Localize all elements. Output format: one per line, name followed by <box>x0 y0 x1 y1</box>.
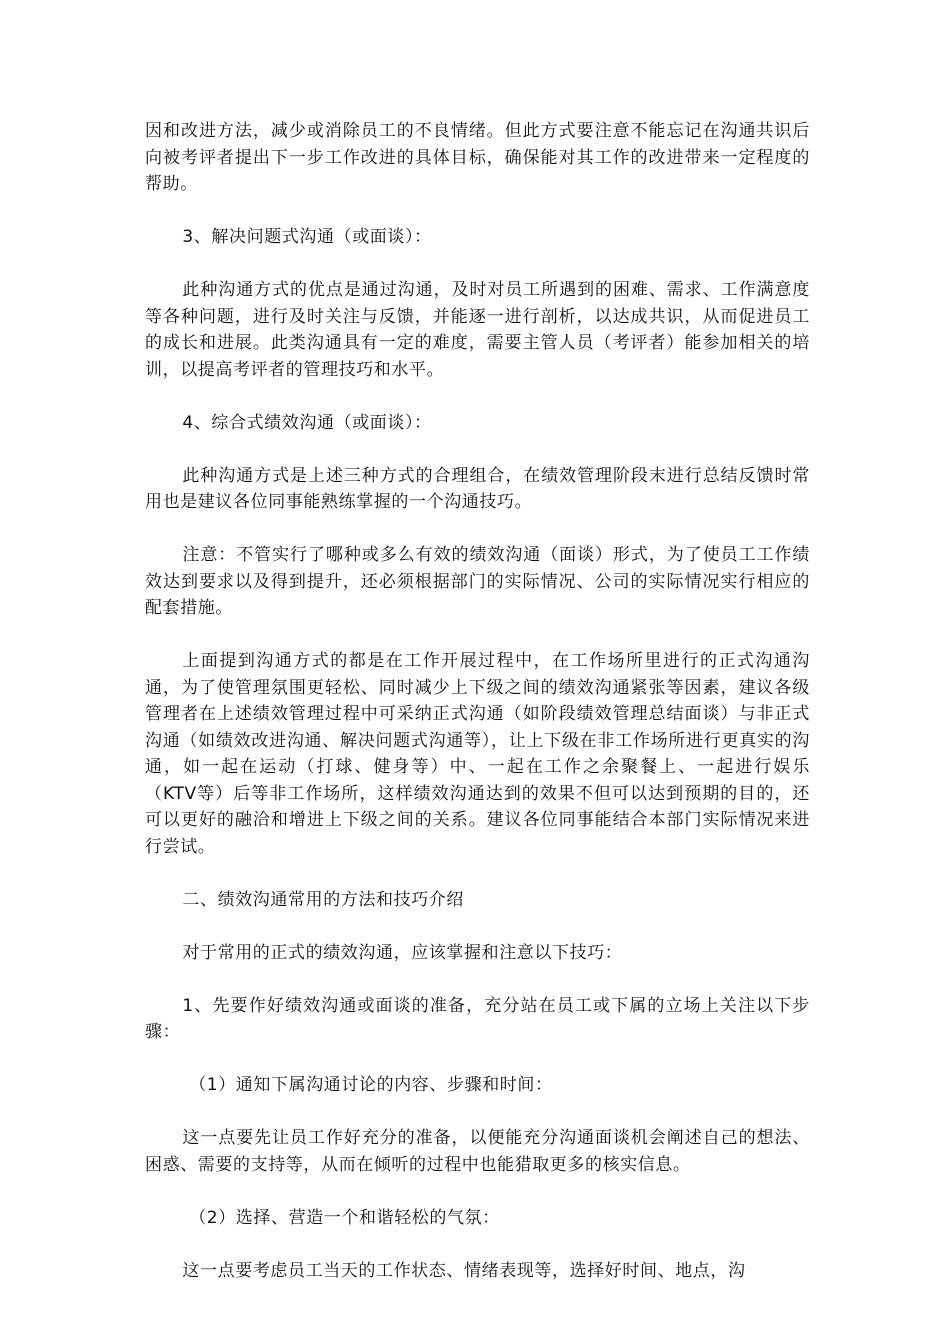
subheading-notify: （1）通知下属沟通讨论的内容、步骤和时间： <box>189 1075 553 1095</box>
paragraph-informal-communication: 上面提到沟通方式的都是在工作开展过程中，在工作场所里进行的正式沟通沟通，为了使管理氛围更轻松、同时减少上下级之间的绩效沟通紧张等因素，建议各级管理者在上述绩效管理过程中可采纳正式沟通（如阶段绩效管理总结面谈）与非正式沟通（如绩效改进沟通、解决问题式沟通等），让上下级在非工作场所进行更真实的沟通，如一起在运动（打球、健身等）中、一起在工作之余聚餐上、一起进行娱乐（KTV等）后等非工作场所，这样绩效沟通达到的效果不但可以达到预期的目的，还可以更好的融洽和增进上下级之间的关系。建议各位同事能结合本部门实际情况来进行尝试。 <box>145 651 810 857</box>
paragraph-comprehensive: 此种沟通方式是上述三种方式的合理组合，在绩效管理阶段末进行总结反馈时常用也是建议各位同事能熟练掌握的一个沟通技巧。 <box>145 465 810 512</box>
paragraph-notify: 这一点要先让员工作好充分的准备，以便能充分沟通面谈机会阐述自己的想法、困惑、需要的支持等，从而在倾听的过程中也能猎取更多的核实信息。 <box>145 1128 810 1175</box>
document-body <box>145 118 810 1311</box>
paragraph-note: 注意：不管实行了哪种或多么有效的绩效沟通（面谈）形式，为了使员工工作绩效达到要求以及得到提升，还必须根据部门的实际情况、公司的实际情况实行相应的配套措施。 <box>145 545 810 618</box>
section-heading-problem-solving: 3、解决问题式沟通（或面谈）： <box>182 227 432 247</box>
paragraph-problem-solving: 此种沟通方式的优点是通过沟通，及时对员工所遇到的困难、需求、工作满意度等各种问题，进行及时关注与反馈，并能逐一进行剖析，以达成共识，从而促进员工的成长和进展。此类沟通具有一定的难度，需要主管人员（考评者）能参加相关的培训，以提高考评者的管理技巧和水平。 <box>145 280 810 380</box>
paragraph-atmosphere: 这一点要考虑员工当天的工作状态、情绪表现等，选择好时间、地点，沟 <box>182 1260 746 1281</box>
section-heading-methods: 二、绩效沟通常用的方法和技巧介绍 <box>182 889 464 910</box>
paragraph-continuation: 因和改进方法，减少或消除员工的不良情绪。但此方式要注意不能忘记在沟通共识后向被考评者提出下一步工作改进的具体目标，确保能对其工作的改进带来一定程度的帮助。 <box>145 121 810 194</box>
subheading-atmosphere: （2）选择、营造一个和谐轻松的气氛： <box>189 1207 500 1228</box>
paragraph-skills-intro: 对于常用的正式的绩效沟通，应该掌握和注意以下技巧： <box>182 942 623 963</box>
section-heading-comprehensive: 4、综合式绩效沟通（或面谈）： <box>182 412 432 433</box>
paragraph-step-one: 1、先要作好绩效沟通或面谈的准备，充分站在员工或下属的立场上关注以下步骤： <box>145 995 810 1042</box>
